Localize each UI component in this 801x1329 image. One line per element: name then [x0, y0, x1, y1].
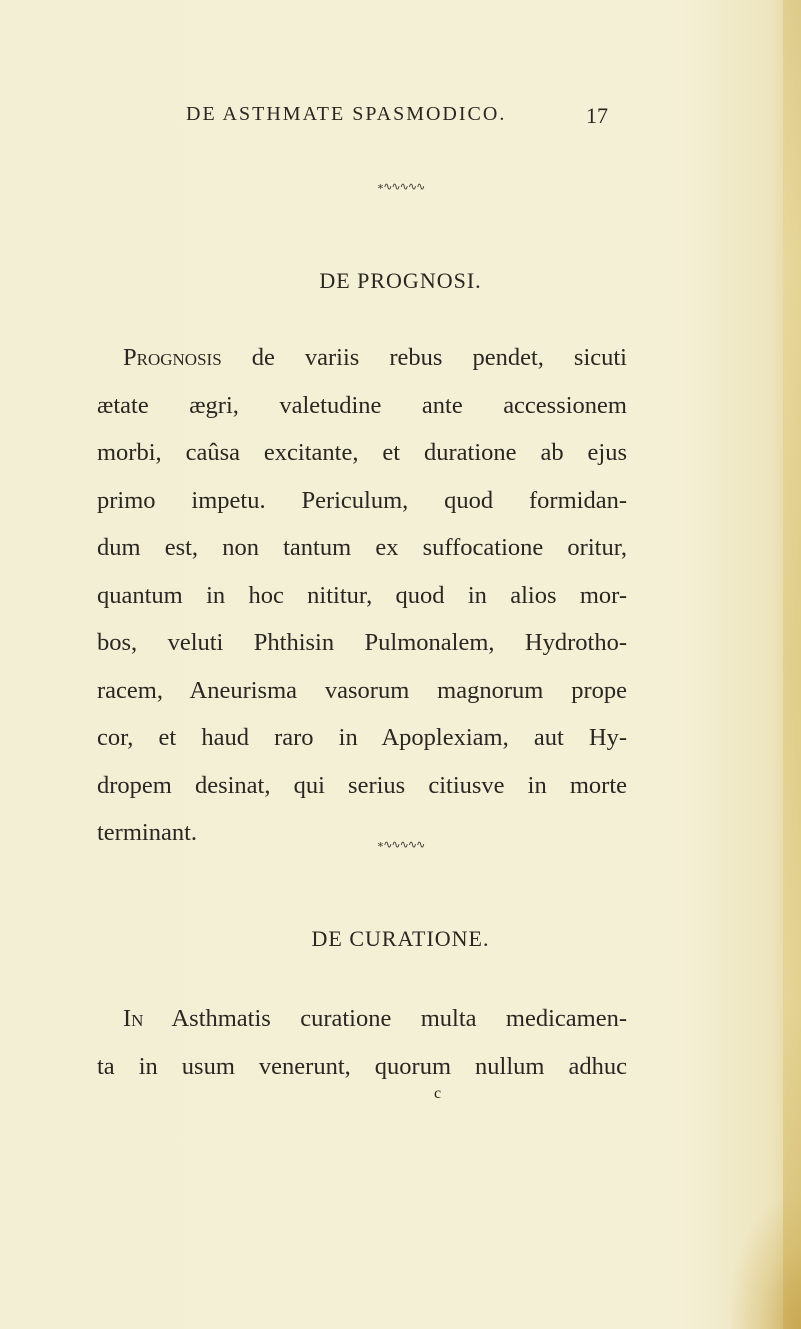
text-line: Prognosis de variis rebus pendet, sicuti [123, 344, 627, 371]
text-line: ætate ægri, valetudine ante accessionem [97, 391, 627, 419]
text-line: In Asthmatis curatione multa medicamen- [123, 1005, 627, 1032]
page-number: 17 [586, 103, 608, 128]
ornament-divider-mid: ∗∿∿∿∿∿ [376, 839, 425, 851]
ornament-divider-top: ∗∿∿∿∿∿ [376, 181, 425, 193]
text-line: dropem desinat, qui serius citiusve in morte [97, 771, 627, 799]
signature-mark: c [434, 1085, 442, 1102]
section-heading-prognosis: DE PROGNOSI. [319, 268, 482, 293]
page-corner-stain [731, 1199, 801, 1329]
drop-word: Prognosis [123, 344, 222, 371]
running-head-title: DE ASTHMATE SPASMODICO. [186, 103, 507, 125]
drop-word: In [123, 1005, 144, 1032]
paragraph-curatione [97, 995, 627, 1090]
page-edge-stain [783, 0, 801, 1329]
paragraph-prognosis [97, 334, 627, 857]
text-line: racem, Aneurisma vasorum magnorum prope [97, 676, 627, 704]
text-line: quantum in hoc nititur, quod in alios mor- [97, 581, 627, 609]
text-line: cor, et haud raro in Apoplexiam, aut Hy- [97, 724, 627, 751]
text-line: ta in usum venerunt, quorum nullum adhuc [97, 1052, 627, 1080]
section-heading-curatione: DE CURATIONE. [311, 926, 490, 951]
text-line: primo impetu. Periculum, quod formidan- [97, 486, 627, 514]
text-line: terminant. [97, 819, 198, 846]
text-line: bos, veluti Phthisin Pulmonalem, Hydrotho- [97, 629, 627, 656]
text-line: morbi, caûsa excitante, et duratione ab ejus [97, 439, 627, 466]
running-head [186, 103, 616, 133]
text-line: dum est, non tantum ex suffocatione oritur, [97, 534, 627, 561]
